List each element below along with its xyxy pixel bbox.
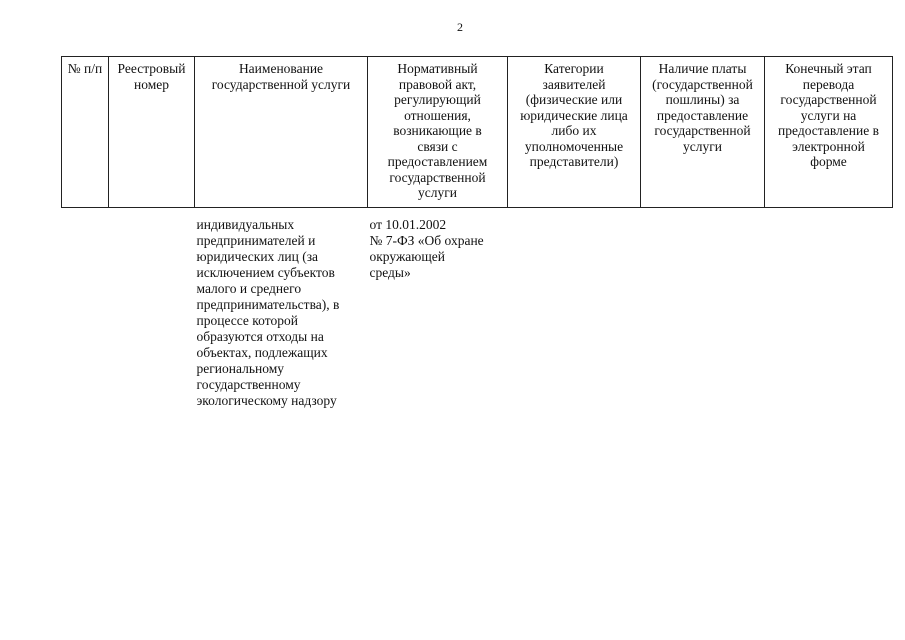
header-fee: Наличие платы (государственной пошлины) за предоставление государственной услуги (641, 57, 765, 208)
cell-fee (641, 208, 765, 410)
header-legal-act: Нормативный правовой акт, регулирующий отношения, возникающие в связи с предоставлением государственной услуги (368, 57, 508, 208)
cell-final-stage (765, 208, 893, 410)
table-row (62, 208, 893, 410)
cell-registry-number (109, 208, 195, 410)
cell-legal-act: от 10.01.2002 № 7-ФЗ «Об охране окружающей среды» (369, 217, 484, 280)
header-final-stage: Конечный этап перевода государственной услуги на предоставление в электронной форме (765, 57, 893, 208)
table-header-row (62, 57, 893, 208)
page-number: 2 (457, 20, 463, 34)
header-service-name: Наименование государственной услуги (195, 57, 368, 208)
header-registry-number: Реестровый номер (109, 57, 195, 208)
services-table (61, 56, 893, 409)
cell-number (62, 208, 109, 410)
cell-service-name: индивидуальных предпринимателей и юридических лиц (за исключением субъектов малого и среднего предпринимательства), в процессе которой образуются отходы на объектах, подлежащих региональному государственному экологическому надзору (196, 217, 340, 408)
header-number: № п/п (62, 57, 109, 208)
cell-applicant-categories (508, 208, 641, 410)
header-applicant-categories: Категории заявителей (физические или юридические лица либо их уполномоченные представители) (508, 57, 641, 208)
